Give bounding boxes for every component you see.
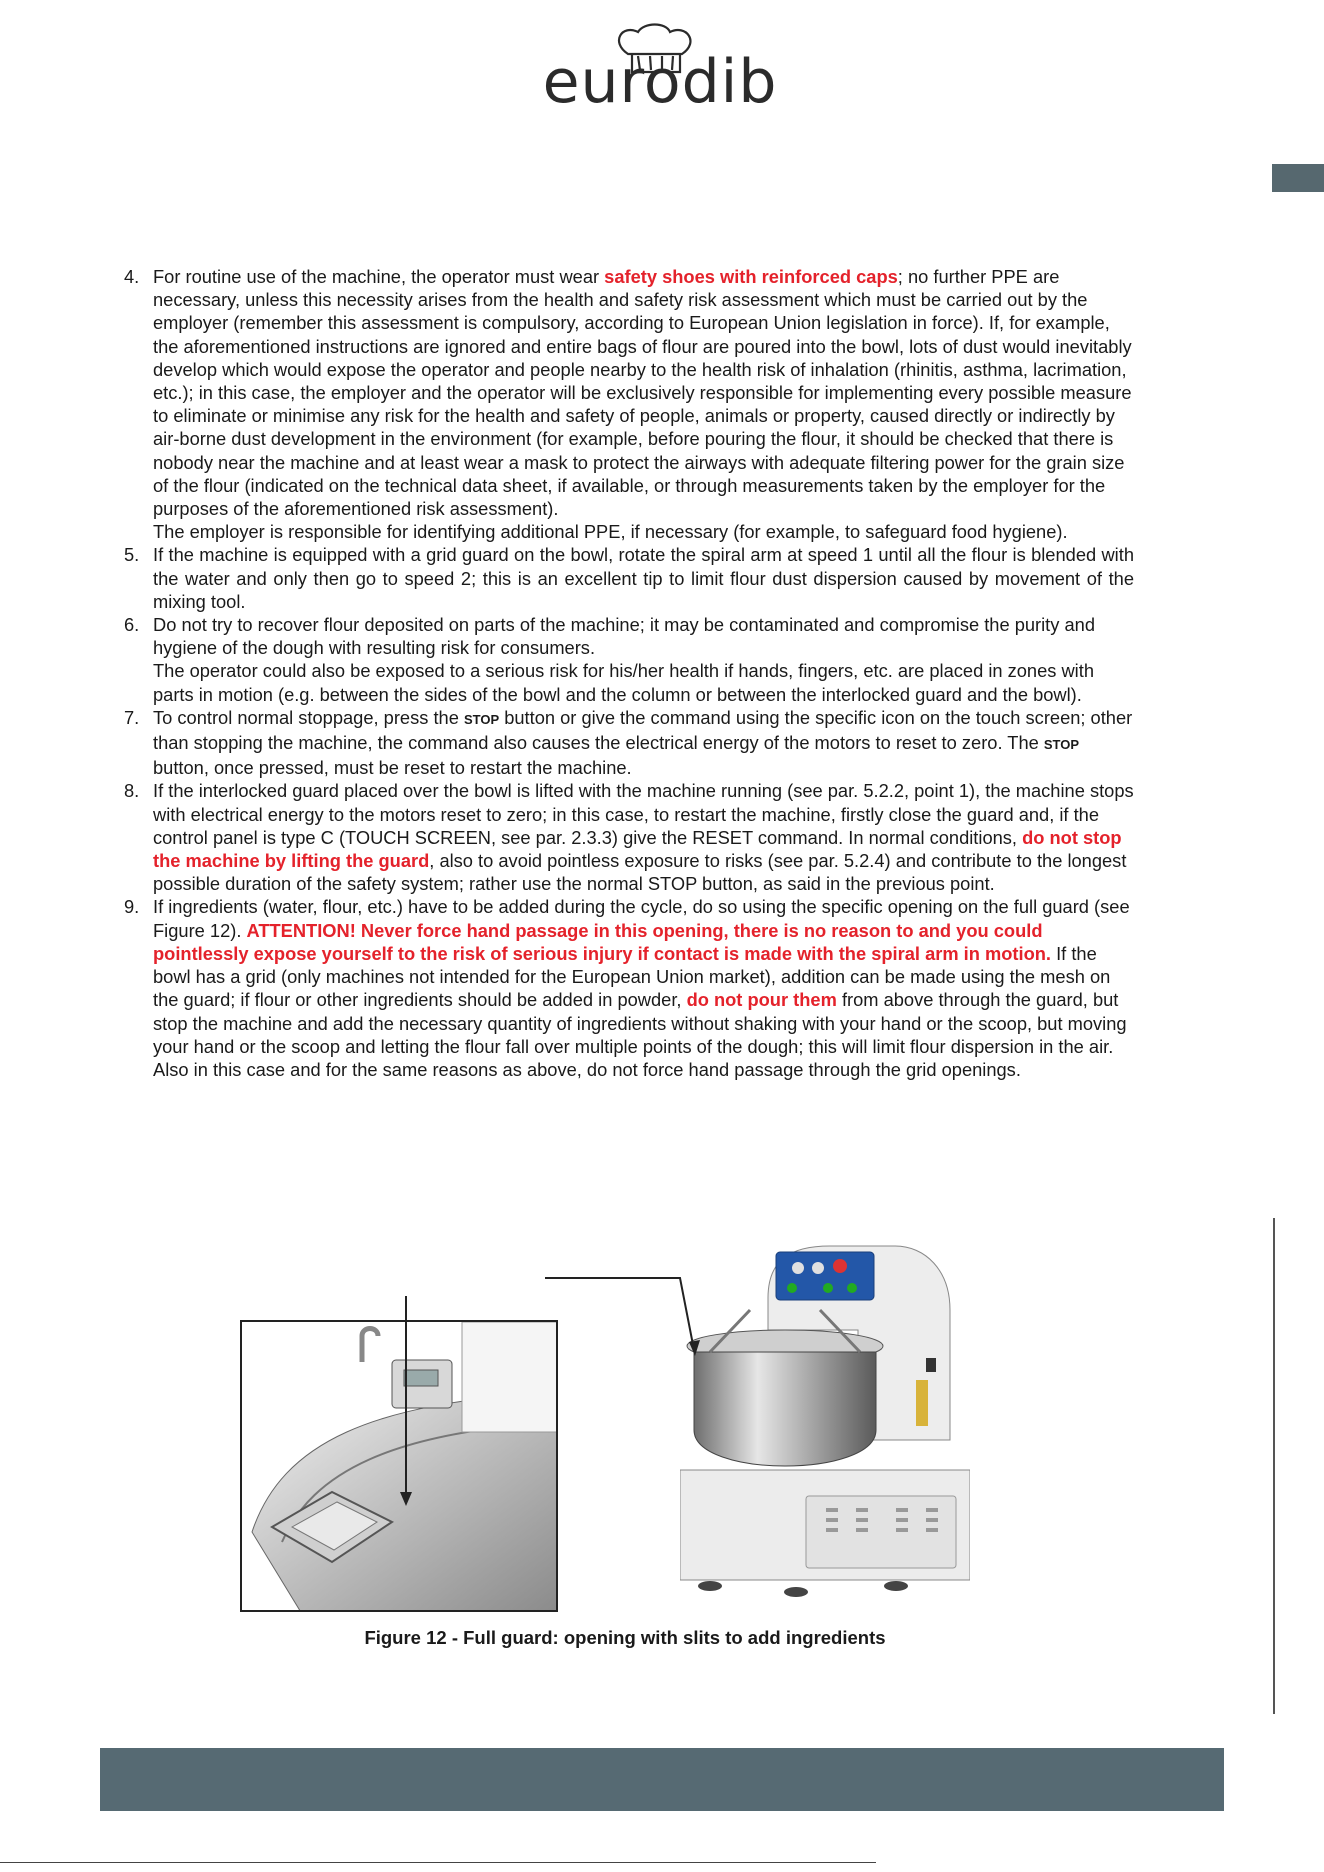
item-number: 6. [124, 614, 140, 636]
highlight-text: ATTENTION! Never force hand passage in this opening, there is no reason to and you could pointlessly expose yourself to the risk of serious injury if contact is made with the spiral arm in motion. [153, 919, 1052, 964]
side-tab [1272, 164, 1324, 192]
guard-closeup-photo [240, 1320, 558, 1612]
highlight-text: safety shoes with reinforced caps [604, 266, 898, 287]
stop-label: STOP [463, 711, 500, 727]
item-number: 5. [124, 544, 140, 566]
bottom-rule [0, 1862, 876, 1863]
list-item-4 [124, 265, 1134, 543]
list-item-5 [124, 543, 1134, 613]
stop-label: STOP [1043, 737, 1080, 753]
item-number: 9. [124, 896, 140, 918]
list-item-7 [124, 706, 1134, 780]
footer-bar [100, 1748, 1224, 1811]
item-text: Do not try to recover flour deposited on parts of the machine; it may be contaminated and compromise the purity and hygiene of the dough with resulting risk for consumers. The operator could also be exposed to a serious risk for his/her health if hands, fingers, etc. are placed in zones with parts in motion (e.g. between the sides of the bowl and the column or between the interlocked guard and the bowl). [153, 614, 1095, 705]
figure-caption: Figure 12 - Full guard: opening with slits to add ingredients [364, 1627, 886, 1648]
list-item-8 [124, 779, 1134, 895]
item-text: If the interlocked guard placed over the bowl is lifted with the machine running (see par. 5.2.2, point 1), the machine stops with electrical energy to the motors reset to zero; in this case, to restart the machine, firstly close the guard and, if the control panel is type C (TOUCH SCREEN, see par. 2.3.3) give the RESET command. In normal conditions, do not stop the machine by lifting the guard, also to avoid pointless exposure to risks (see par. 5.2.4) and contribute to the longest possible duration of the safety system; rather use the normal STOP button, as said in the previous point. [153, 780, 1134, 895]
instructions-list [124, 265, 1134, 1081]
item-number: 4. [124, 266, 140, 287]
item-text: To control normal stoppage, press the STOP button or give the command using the specific icon on the touch screen; other than stopping the machine, the command also causes the electrical energy of the motors to reset to zero. The STOP button, once pressed, must be reset to restart the machine. [153, 706, 1133, 779]
item-number: 8. [124, 780, 140, 802]
item-text: If the machine is equipped with a grid guard on the bowl, rotate the spiral arm at speed 1 until all the flour is blended with the water and only then go to speed 2; this is an excellent tip to limit flour dust dispersion caused by movement of the mixing tool. [153, 544, 1134, 612]
item-number: 7. [124, 706, 140, 728]
item-text: For routine use of the machine, the operator must wear safety shoes with reinforced caps; no further PPE are necessary, unless this necessity arises from the health and safety risk assessment which must be carried out by the employer (remember this assessment is compulsory, according to European Union legislation in force). If, for example, the aforementioned instructions are ignored and entire bags of flour are poured into the bowl, lots of dust would inevitably develop which would expose the operator and people nearby to the health risk of inhalation (rhinitis, asthma, lacrimation, etc.); in this case, the employer and the operator will be exclusively responsible for implementing every possible measure to eliminate or minimise any risk for the health and safety of people, animals or property, caused directly or indirectly by air-borne dust development in the environment (for example, before pouring the flour, it should be checked that there is nobody near the machine and at least wear a mask to protect the airways with adequate filtering power for the grain size of the flour (indicated on the technical data sheet, if available, or through measurements taken by the employer for the purposes of the aforementioned risk assessment). The employer is responsible for identifying additional PPE, if necessary (for example, to safeguard food hygiene). [153, 266, 1132, 543]
list-item-9 [124, 895, 1134, 1081]
brand-logo [510, 22, 810, 122]
highlight-text: do not stop the machine by lifting the guard [153, 826, 1122, 872]
list-item-6 [124, 613, 1134, 706]
brand-name: eurodib [542, 47, 778, 117]
item-text: If ingredients (water, flour, etc.) have to be added during the cycle, do so using the specific opening on the full guard (see Figure 12). ATTENTION! Never force hand passage in this opening, there is no reason to and you could pointlessly expose yourself to the risk of serious injury if contact is made with the spiral arm in motion. If the bowl has a grid (only machines not intended for the European Union market), addition can be made using the mesh on the guard; if flour or other ingredients should be added in powder, do not pour them from above through the guard, but stop the machine and add the necessary quantity of ingredients without shaking with your hand or the scoop, but moving your hand or the scoop and letting the flour fall over multiple points of the dough; this will limit flour dispersion in the air. Also in this case and for the same reasons as above, do not force hand passage through the grid openings. [153, 896, 1130, 1080]
highlight-text: do not pour them [686, 989, 837, 1011]
spiral-mixer-photo [680, 1240, 970, 1610]
side-rule [1273, 1218, 1275, 1714]
